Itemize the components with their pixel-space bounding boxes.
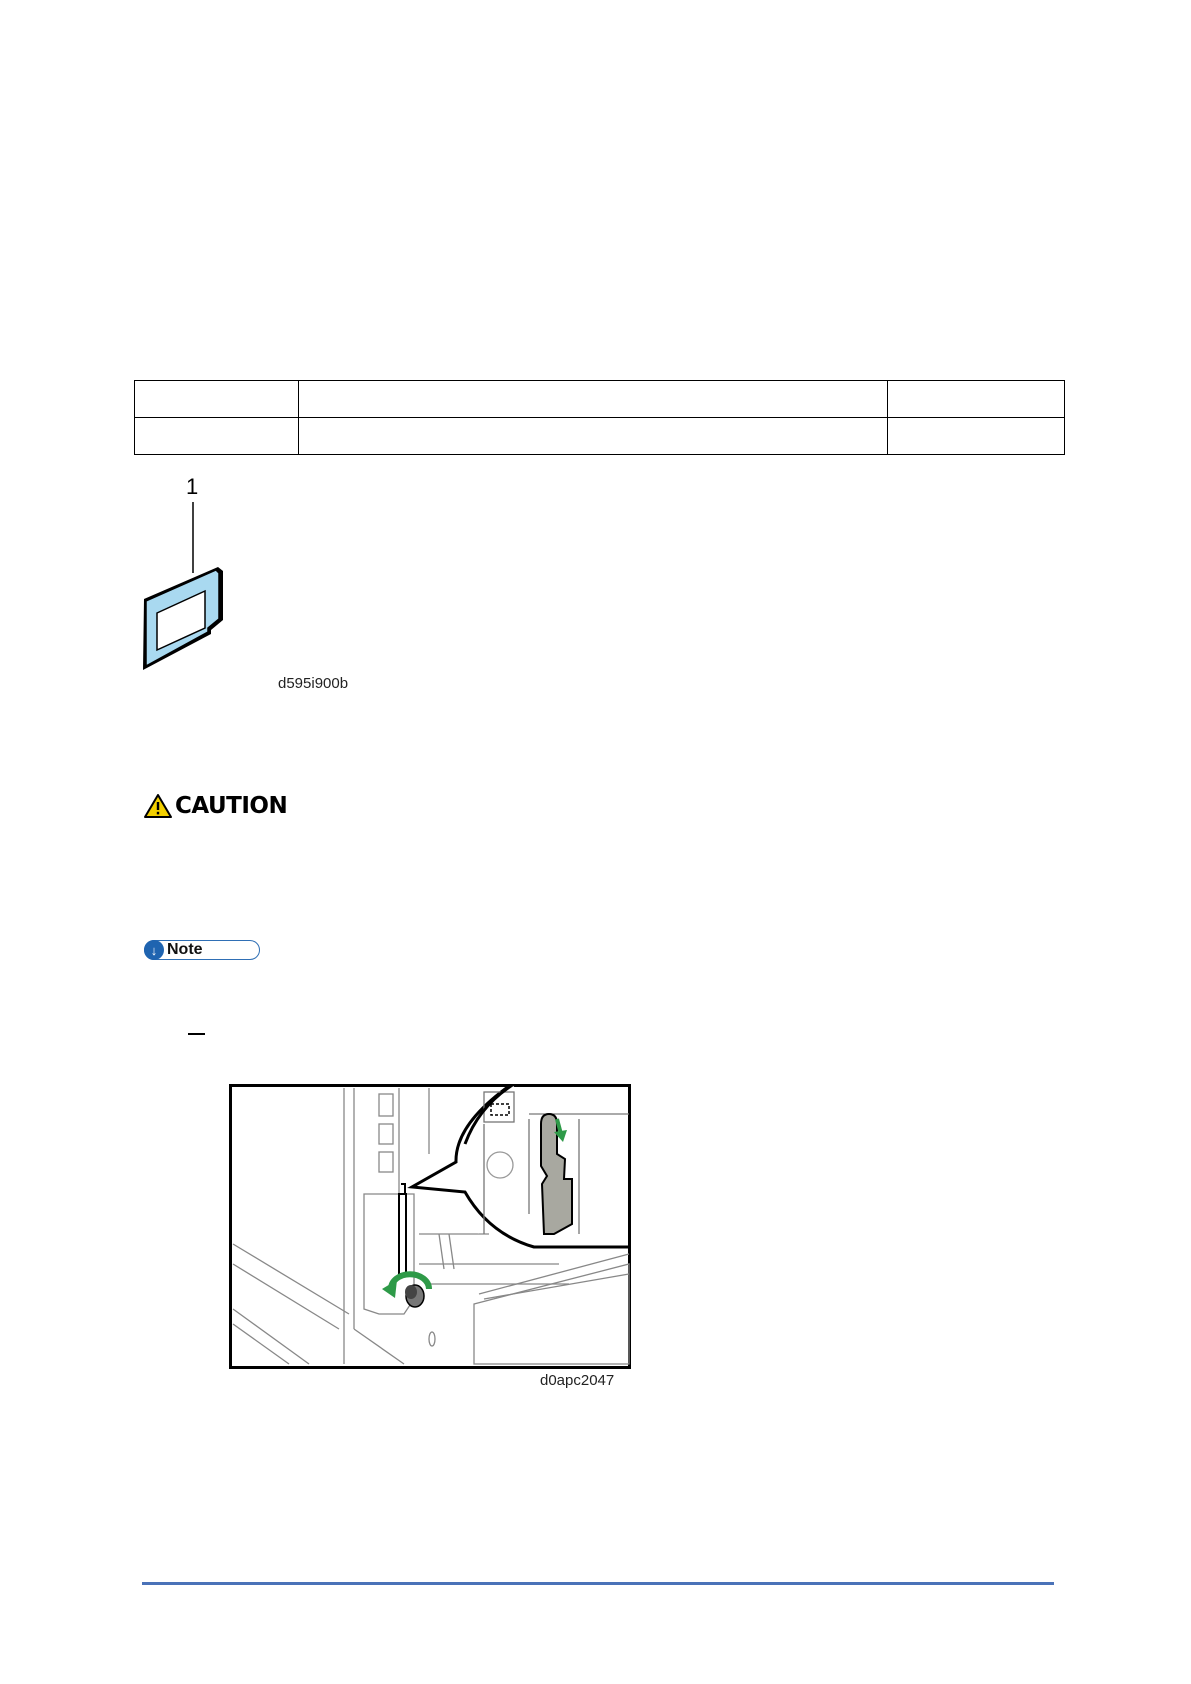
table-cell <box>299 381 888 418</box>
figure-id-label: d0apc2047 <box>540 1372 615 1389</box>
table-cell <box>299 418 888 455</box>
table-cell <box>888 418 1065 455</box>
note-badge <box>144 940 260 960</box>
step-dash <box>188 1033 205 1035</box>
caution-text: CAUTION <box>175 793 288 819</box>
footer-rule <box>142 1582 1054 1585</box>
sd-slot-cover-illustration <box>229 1084 631 1369</box>
note-label: Note <box>167 941 203 958</box>
sd-card-figure <box>130 470 390 700</box>
caution-label <box>143 793 287 819</box>
table-row <box>135 418 1065 455</box>
note-arrow-icon: ↓ <box>144 940 164 960</box>
warning-triangle-icon <box>143 793 173 819</box>
table-row <box>135 381 1065 418</box>
table-cell <box>135 418 299 455</box>
table-cell <box>135 381 299 418</box>
figure-id-label: d595i900b <box>278 675 349 692</box>
sd-card-icon <box>130 470 250 680</box>
figure-callout-number: 1 <box>186 474 199 499</box>
accessory-table <box>134 380 1065 455</box>
table-cell <box>888 381 1065 418</box>
